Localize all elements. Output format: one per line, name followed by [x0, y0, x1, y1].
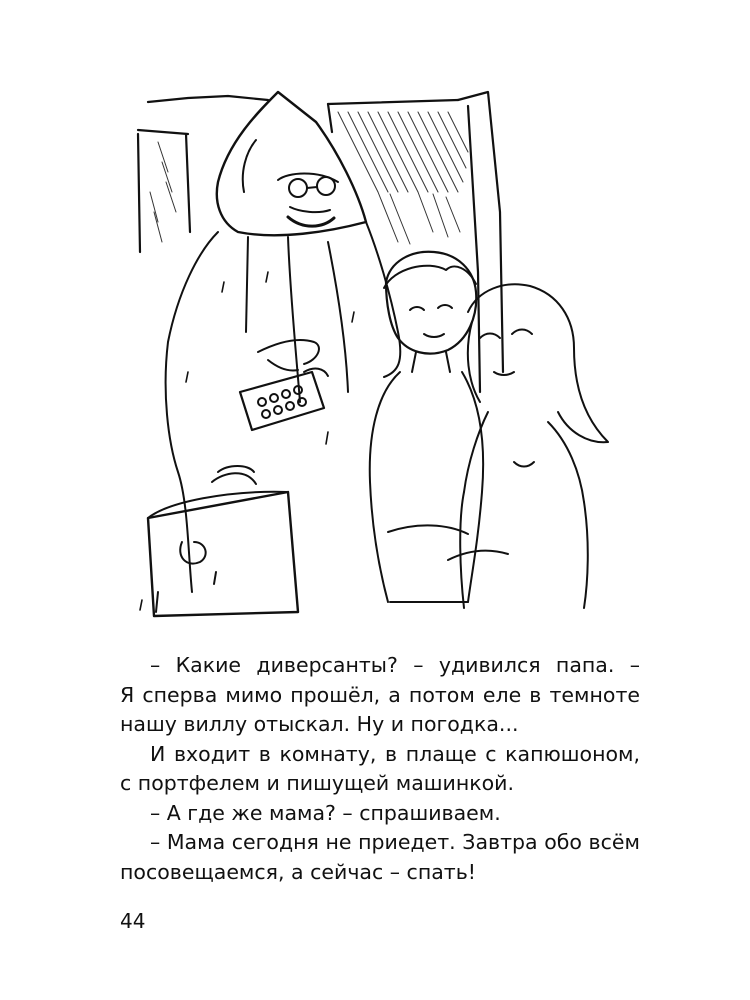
boy-figure — [370, 252, 483, 602]
paragraph-1 — [120, 651, 640, 740]
paragraph-3 — [120, 799, 640, 829]
paragraph-2 — [120, 740, 640, 799]
door-frame — [138, 92, 503, 392]
text-line: – А где же мама? – спрашиваем. — [150, 800, 501, 825]
paragraph-4 — [120, 828, 640, 887]
text-line: И входит в комнату, в плаще с капюшоном, — [150, 741, 640, 766]
text-line: с портфелем и пишущей машинкой. — [120, 771, 515, 795]
text-line: посовещаемся, а сейчас – спать! — [120, 859, 477, 884]
text-line: нашу виллу отыскал. Ну и погодка... — [120, 712, 519, 736]
page-number: 44 — [120, 909, 146, 933]
girl-figure — [388, 284, 608, 608]
door-hatching — [150, 112, 468, 244]
text-line: Я сперва мимо прошёл, а потом еле в темноте — [120, 682, 640, 707]
text-line: – Какие диверсанты? – удивился папа. – — [150, 653, 640, 677]
father-figure — [148, 92, 400, 616]
story-text — [120, 651, 640, 887]
text-line: – Мама сегодня не приедет. Завтра обо всём — [150, 830, 640, 854]
book-illustration-icon — [128, 72, 630, 620]
